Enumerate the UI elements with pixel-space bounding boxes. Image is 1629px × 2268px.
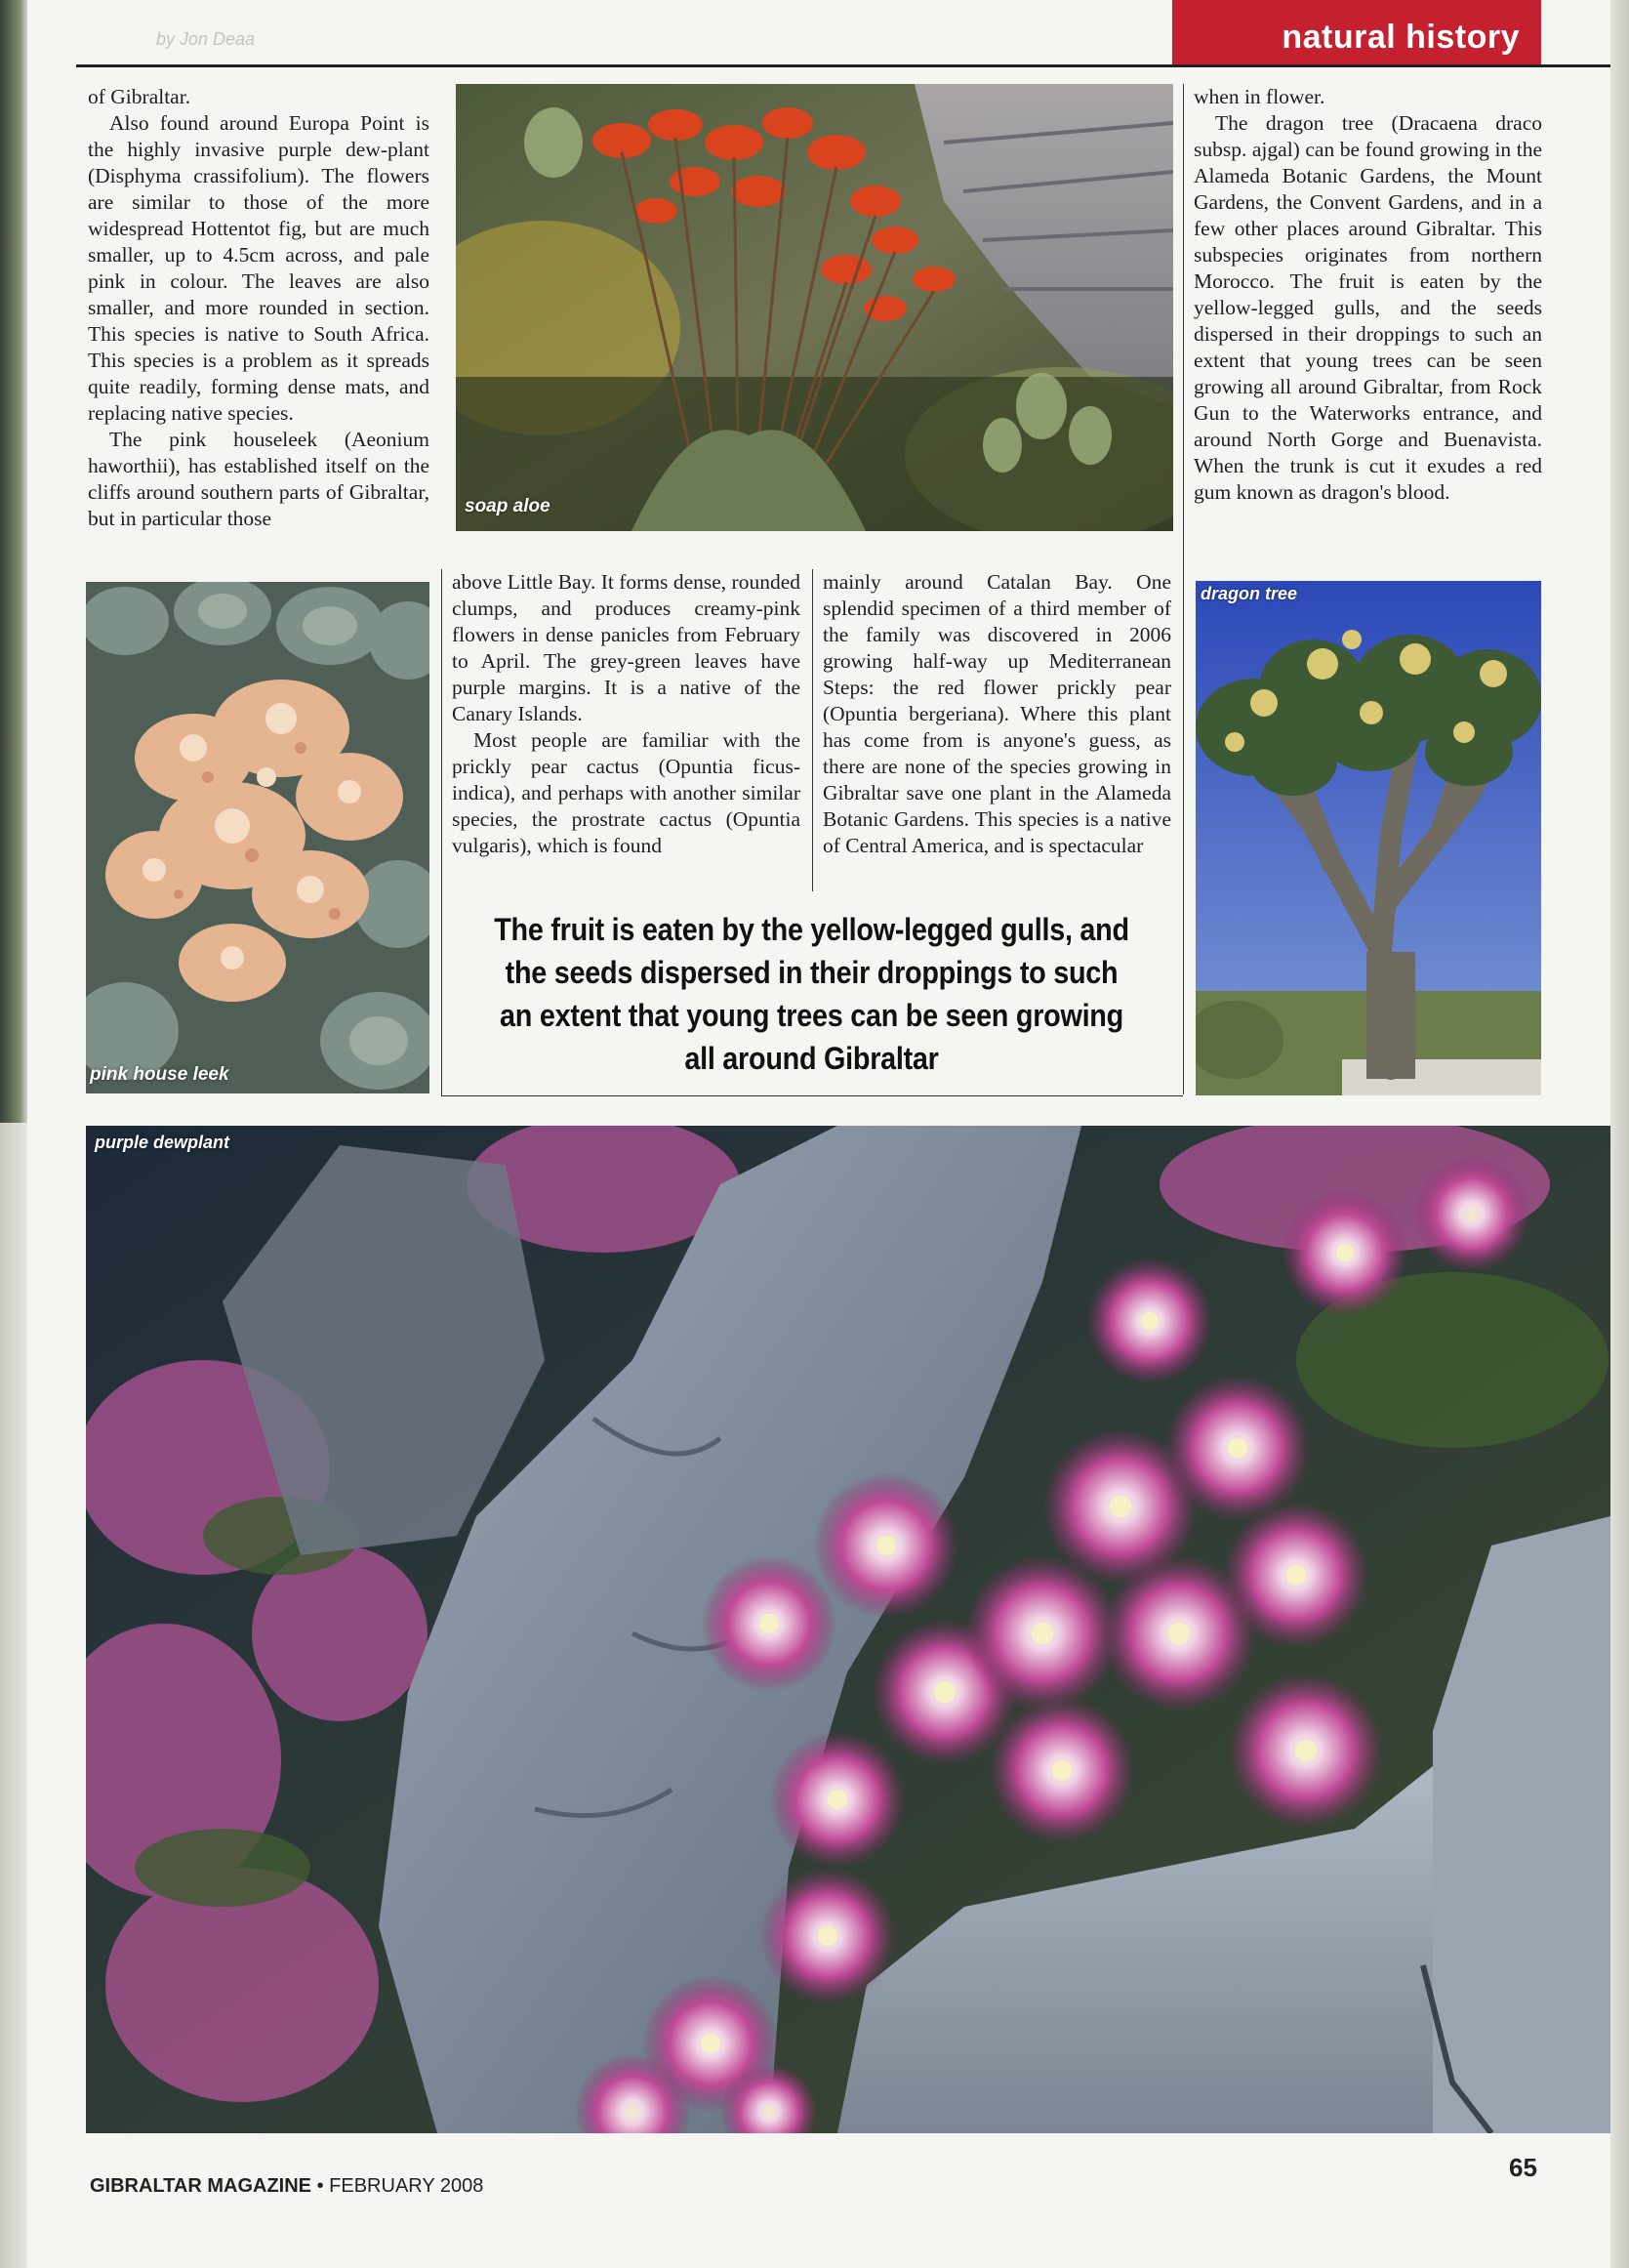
binding-edge-lower	[0, 1123, 27, 2268]
pullquote-rule	[441, 1095, 1183, 1096]
column-4	[1194, 84, 1542, 506]
photo-dragon-tree	[1196, 581, 1541, 1095]
column-2	[452, 569, 800, 859]
column-rule	[812, 569, 813, 891]
caption-dragon-tree	[1201, 584, 1297, 604]
caption-text: soap aloe	[465, 496, 550, 516]
section-label: natural history	[1282, 19, 1520, 56]
paragraph: of Gibraltar.	[88, 85, 191, 108]
column-rule	[441, 569, 442, 1096]
paragraph: when in flower.	[1194, 85, 1325, 108]
paragraph: The pink houseleek (Aeonium haworthii), has established itself on the cliffs around southern parts of Gibraltar, but in particular those	[88, 428, 429, 530]
binding-edge	[0, 0, 27, 1123]
magazine-name: GIBRALTAR MAGAZINE	[90, 2175, 312, 2197]
byline: by Jon Deaa	[156, 29, 256, 49]
section-tab	[1172, 0, 1541, 64]
paragraph: above Little Bay. It forms dense, rounded clumps, and produces creamy-pink flowers in dense panicles from February to April. The grey-green leaves have purple margins. It is a native of the Canary Islands.	[452, 570, 800, 725]
page-edge	[1610, 0, 1629, 2268]
photo-pink-house-leek	[86, 582, 429, 1093]
column-1-top	[88, 84, 429, 532]
issue-date: FEBRUARY 2008	[329, 2175, 484, 2197]
paragraph: The dragon tree (Dracaena draco subsp. ajgal) can be found growing in the Alameda Botanic Gardens, the Mount Gardens, the Convent Gardens, and in a few other places around Gibraltar. This subspecies originates from northern Morocco. The fruit is eaten by the yellow-legged gulls, and the seeds dispersed in their droppings to such an extent that young trees can be seen growing all around Gibraltar, from Rock Gun to the Waterworks entrance, and around North Gorge and Buenavista. When the trunk is cut it exudes a red gum known as dragon's blood.	[1194, 111, 1542, 504]
caption-text: dragon tree	[1201, 584, 1298, 603]
page-number: 65	[1509, 2153, 1537, 2182]
caption-soap-aloe	[465, 496, 550, 517]
caption-text: purple dewplant	[95, 1133, 230, 1152]
caption-text: pink house leek	[90, 1064, 229, 1085]
footer	[90, 2175, 483, 2198]
paragraph: Most people are familiar with the prickly pear cactus (Opuntia ficus-indica), and perhaps with another similar species, the prostrate cactus (Opuntia vulgaris), which is found	[452, 728, 800, 857]
column-3	[823, 569, 1171, 859]
footer-separator: •	[316, 2175, 324, 2197]
photo-soap-aloe	[456, 84, 1173, 531]
paragraph: mainly around Catalan Bay. One splendid specimen of a third member of the family was discovered in 2006 growing half-way up Mediterranean Steps: the red flower prickly pear (Opuntia bergeriana). Where this plant has come from is anyone's guess, as there are none of the species growing in Gibraltar save one plant in the Alameda Botanic Gardens. This species is a native of Central America, and is spectacular	[823, 570, 1171, 857]
caption-purple-dewplant	[95, 1133, 229, 1153]
column-rule	[1183, 84, 1184, 1094]
header-rule	[76, 64, 1610, 67]
caption-pink-house-leek	[90, 1064, 229, 1086]
pull-quote: The fruit is eaten by the yellow-legged gulls, and the seeds dispersed in their droppings to such an extent that young trees can be seen growing all around Gibraltar	[494, 912, 1129, 1076]
paragraph: Also found around Europa Point is the highly invasive purple dew-plant (Disphyma crassifolium). The flowers are similar to those of the more widespread Hottentot fig, but are much smaller, up to 4.5cm across, and pale pink in colour. The leaves are also smaller, and more rounded in section. This species is native to South Africa. This species is a problem as it spreads quite readily, forming dense mats, and replacing native species.	[88, 111, 429, 425]
photo-purple-dewplant	[86, 1126, 1610, 2133]
